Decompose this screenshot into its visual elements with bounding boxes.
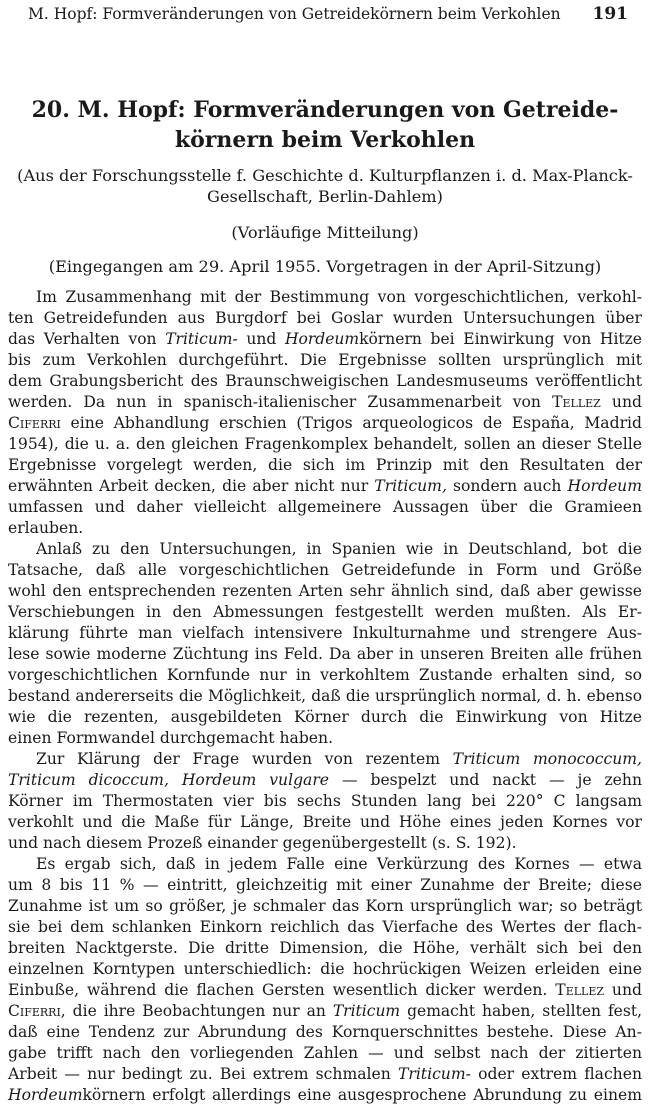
text-line: Einbuße, während die flachen Gersten wesentlich dicker werden. Tellez und	[8, 981, 642, 999]
paragraph-2	[8, 539, 642, 749]
text-line: Im Zusammenhang mit der Bestimmung von vorgeschichtlichen, verkohl-	[36, 288, 642, 306]
taxon-name: Triticum monococcum,	[452, 750, 642, 768]
article-body	[8, 287, 642, 1106]
article-title-line-2: körnern beim Verkohlen	[174, 127, 476, 153]
text-line: bis zum Verkohlen durchgeführt. Die Ergebnisse sollten ursprünglich mit	[8, 351, 642, 369]
text-line: 1954), die u. a. den gleichen Fragenkomplex behandelt, sollen an dieser Stelle	[8, 435, 642, 453]
taxon-name: Triticum-	[165, 330, 238, 348]
text-line: und nach diesem Prozeß einander gegenübergestellt (s. S. 192).	[8, 834, 517, 852]
paragraph-4	[8, 854, 642, 1106]
paragraph-1	[8, 287, 642, 539]
taxon-name: Hordeum	[8, 1086, 83, 1104]
text-line: Arbeit — nur bedingt zu. Bei extrem schmalen Triticum- oder extrem flachen	[8, 1065, 642, 1083]
author-name: Ciferri	[8, 414, 61, 432]
text-line: um 8 bis 11 % — eintritt, gleichzeitig mit einer Zunahme der Breite; diese	[8, 876, 642, 894]
text-line: erlauben.	[8, 519, 84, 537]
page-number: 191	[592, 4, 628, 24]
text-line: Triticum dicoccum, Hordeum vulgare — bespelzt und nackt — je zehn	[8, 771, 642, 789]
text-line: Zunahme ist um so größer, je schmaler das Korn ursprünglich war; so beträgt	[8, 897, 642, 915]
taxon-name: Hordeum	[285, 330, 360, 348]
affiliation-line-2: Gesellschaft, Berlin-Dahlem)	[207, 187, 443, 206]
author-name: Ciferri	[8, 1002, 61, 1020]
text-line: Körner im Thermostaten vier bis sechs Stunden lang bei 220° C langsam	[8, 792, 642, 810]
text-line: wie die rezenten, ausgebildeten Körner durch die Einwirkung von Hitze	[8, 708, 642, 726]
text-line: bestand andererseits die Möglichkeit, daß die ursprünglich normal, d. h. ebenso	[8, 687, 642, 705]
text-line: einen Formwandel durchgemacht haben.	[8, 729, 334, 747]
taxon-name: Triticum	[332, 1002, 401, 1020]
text-line: Verschiebungen in den Abmessungen festgestellt werden mußten. Als Er-	[8, 603, 642, 621]
text-line: sie bei dem schlanken Einkorn reichlich das Vierfache des Wertes der flach-	[8, 918, 642, 936]
text-line: Es ergab sich, daß in jedem Falle eine Verkürzung des Kornes — etwa	[36, 855, 642, 873]
text-line: Anlaß zu den Untersuchungen, in Spanien wie in Deutschland, bot die	[36, 540, 642, 558]
text-line: wohl den entsprechenden rezenten Arten sehr ähnlich sind, daß aber gewisse	[8, 582, 642, 600]
text-line: erwähnten Arbeit decken, die aber nicht nur Triticum, sondern auch Hordeum	[8, 477, 642, 495]
author-name: Tellez	[555, 981, 605, 999]
text-line: breiten Nacktgerste. Die dritte Dimension, die Höhe, verhält sich bei den	[8, 939, 642, 957]
text-line: vorgeschichtlichen Kornfunde nur in verkohltem Zustande erhalten sind, so	[8, 666, 642, 684]
taxon-name: Triticum dicoccum, Hordeum vulgare	[8, 771, 330, 789]
text-line: Hordeumkörnern erfolgt allerdings eine ausgesprochene Abrundung zu einem	[8, 1086, 642, 1104]
taxon-name: Triticum-	[397, 1065, 471, 1083]
text-line: Ciferri, die ihre Beobachtungen nur an Triticum gemacht haben, stellten fest,	[8, 1002, 642, 1020]
text-line: ten Getreidefunden aus Burgdorf bei Goslar wurden Untersuchungen über	[8, 309, 642, 327]
running-head	[28, 2, 628, 26]
text-line: werden. Da nun in spanisch-italienischer Zusammenarbeit von Tellez und	[8, 393, 642, 411]
affiliation-line-1: (Aus der Forschungsstelle f. Geschichte d. Kulturpflanzen i. d. Max-Planck-	[17, 166, 633, 185]
preliminary-note: (Vorläufige Mitteilung)	[231, 223, 419, 242]
text-line: gabe trifft nach den vorliegenden Zahlen — und selbst nach der zitierten	[8, 1044, 642, 1062]
text-line: Tatsache, daß alle vorgeschichtlichen Getreidefunde in Form und Größe	[8, 561, 642, 579]
text-line: Ergebnisse vorgelegt werden, die sich im Prinzip mit den Resultaten der	[8, 456, 642, 474]
article-title-line-1: 20. M. Hopf: Formveränderungen von Getreide-	[31, 97, 619, 123]
paragraph-3	[8, 749, 642, 854]
text-line: umfassen und daher vielleicht allgemeinere Aussagen über die Gramieen	[8, 498, 642, 516]
received-date: (Eingegangen am 29. April 1955. Vorgetragen in der April-Sitzung)	[48, 257, 602, 276]
text-line: lese sowie moderne Züchtung ins Feld. Da aber in unseren Breiten alle frühen	[8, 645, 642, 663]
text-line: daß eine Tendenz zur Abrundung des Kornquerschnittes bestehe. Diese An-	[8, 1023, 642, 1041]
text-line: Zur Klärung der Frage wurden von rezentem Triticum monococcum,	[36, 750, 642, 768]
text-line: klärung führte man vielfach intensivere Inkulturnahme und strengere Aus-	[8, 624, 642, 642]
taxon-name: Hordeum	[567, 477, 642, 495]
running-head-text: M. Hopf: Formveränderungen von Getreidekörnern beim Verkohlen	[28, 5, 561, 23]
text-line: dem Grabungsbericht des Braunschweigischen Landesmuseums veröffentlicht	[8, 372, 642, 390]
author-name: Tellez	[552, 393, 601, 411]
text-line: einzelnen Korntypen unterschiedlich: die hochrückigen Weizen erleiden eine	[8, 960, 642, 978]
text-line: Ciferri eine Abhandlung erschien (Trigos arqueologicos de España, Madrid	[8, 414, 642, 432]
text-line: das Verhalten von Triticum- und Hordeumkörnern bei Einwirkung von Hitze	[8, 330, 642, 348]
taxon-name: Triticum,	[374, 477, 447, 495]
text-line: verkohlt und die Maße für Länge, Breite und Höhe eines jeden Kornes vor	[8, 813, 642, 831]
